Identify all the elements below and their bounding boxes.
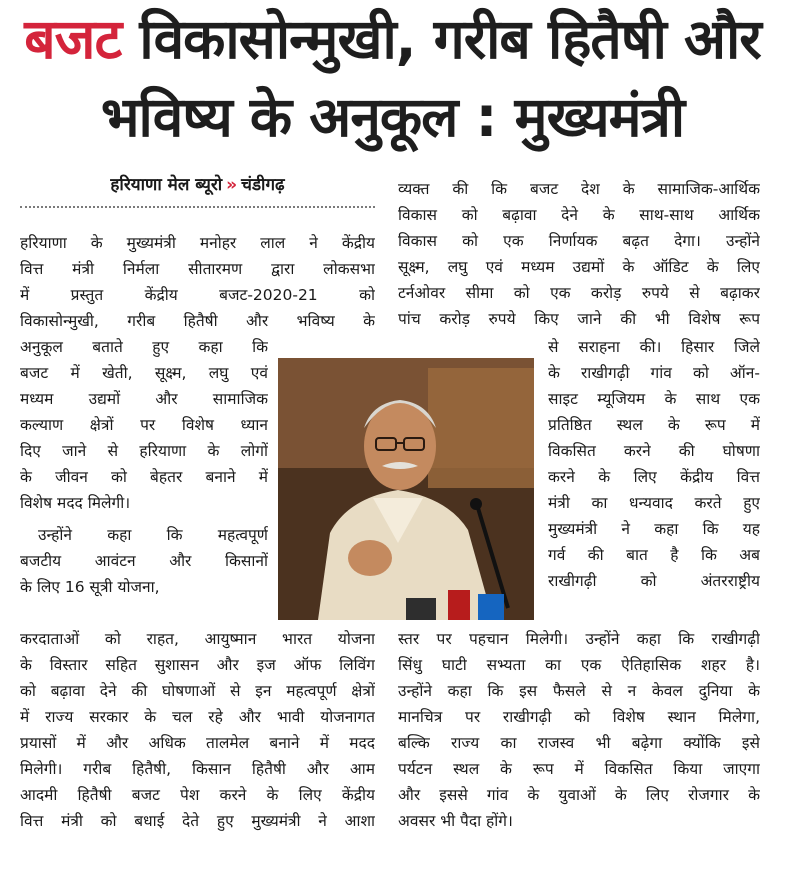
body-line: विशेष मदद मिलेगी। [20,494,131,512]
body-line: राखीगढ़ी को अंतरराष्ट्रीय [548,572,760,590]
headline [0,0,785,162]
body-line: दिए जाने से हरियाणा के लोगों [20,442,268,460]
body-line: विकासोन्मुखी, गरीब हितैषी और भविष्य के [20,312,375,330]
body-line: के जीवन को बेहतर बनाने में [20,468,268,486]
body-line: करदाताओं को राहत, आयुष्मान भारत योजना [20,630,375,648]
body-line: उन्होंने कहा कि महत्वपूर्ण [38,526,268,544]
body-line: वित्त मंत्री निर्मला सीतारमण द्वारा लोकसभा [20,260,375,278]
body-line: बजट में खेती, सूक्ष्म, लघु एवं [20,364,268,382]
headline-line-1 [0,0,785,78]
body-line: से सराहना की। हिसार जिले [548,338,760,356]
body-line: करने के लिए केंद्रीय वित्त [548,468,760,486]
body-line: प्रतिष्ठित स्थल के रूप में [548,416,760,434]
body-line: के राखीगढ़ी गांव को ऑन- [548,364,760,382]
byline-city: चंडीगढ़ [241,175,285,195]
body-line: मुख्यमंत्री ने कहा कि यह [548,520,760,538]
byline-divider [20,206,375,208]
body-line: अवसर भी पैदा होंगे। [398,812,513,830]
body-line: में राज्य सरकार के चल रहे और भावी योजनागत [20,708,375,726]
body-line: पर्यटन स्थल के रूप में विकसित किया जाएगा [398,760,760,778]
news-photo [278,358,534,620]
body-line: मंत्री का धन्यवाद करते हुए [548,494,760,512]
body-line: सिंधु घाटी सभ्यता का एक ऐतिहासिक शहर है। [398,656,760,674]
body-line: को बढ़ावा देने की घोषणाओं से इन महत्वपूर्ण क्षेत्रों [20,682,375,700]
body-line: बजटीय आवंटन और किसानों [20,552,268,570]
body-line: पांच करोड़ रुपये किए जाने की भी विशेष रूप [398,310,760,328]
body-line: स्तर पर पहचान मिलेगी। उन्होंने कहा कि राखीगढ़ी [398,630,760,648]
body-line: और इससे गांव के युवाओं के लिए रोजगार के [398,786,760,804]
headline-line-2: भविष्य के अनुकूल : मुख्यमंत्री [100,85,685,149]
body-line: मिलेगी। गरीब हितैषी, किसान हितैषी और आम [20,760,375,778]
body-line: सूक्ष्म, लघु एवं मध्यम उद्यमों के ऑडिट के लिए [398,258,760,276]
body-line: विकास को बढ़ावा देने के साथ-साथ आर्थिक [398,206,760,224]
body-line: गर्व की बात है कि अब [548,546,760,564]
body-line: टर्नओवर सीमा को एक करोड़ रुपये से बढ़ाकर [398,284,760,302]
byline-separator: » [226,175,238,195]
body-line: में प्रस्तुत केंद्रीय बजट-2020-21 को [20,286,375,304]
body-line: मध्यम उद्यमों और सामाजिक [20,390,268,408]
body-line: व्यक्त की कि बजट देश के सामाजिक-आर्थिक [398,180,760,198]
byline [20,172,375,195]
body-line: बल्कि राज्य का राजस्व भी बढ़ेगा क्योंकि इसे [398,734,760,752]
body-line: मानचित्र पर राखीगढ़ी को विशेष स्थान मिलेगा, [398,708,760,726]
body-line: अनुकूल बताते हुए कहा कि [20,338,268,356]
body-line: हरियाणा के मुख्यमंत्री मनोहर लाल ने केंद्रीय [20,234,375,252]
byline-bureau: हरियाणा मेल ब्यूरो [110,175,223,195]
body-line: विकसित करने की घोषणा [548,442,760,460]
body-line: प्रयासों में और अधिक तालमेल बनाने में मदद [20,734,375,752]
body-line: उन्होंने कहा कि इस फैसले से न केवल दुनिया के [398,682,760,700]
body-line: कल्याण क्षेत्रों पर विशेष ध्यान [20,416,268,434]
body-line: साइट म्यूजियम के साथ एक [548,390,760,408]
headline-kicker: बजट [24,7,122,71]
body-line: वित्त मंत्री को बधाई देते हुए मुख्यमंत्री ने आशा [20,812,375,830]
headline-line-1-text: विकासोन्मुखी, गरीब हितैषी और [121,7,761,71]
body-line: के विस्तार सहित सुशासन और इज ऑफ लिविंग [20,656,375,674]
body-line: आदमी हितैषी बजट पेश करने के लिए केंद्रीय [20,786,375,804]
news-photo-illustration [278,358,534,620]
body-line: के लिए 16 सूत्री योजना, [20,578,160,596]
body-line: विकास को एक निर्णायक बढ़त देगा। उन्होंने [398,232,760,250]
